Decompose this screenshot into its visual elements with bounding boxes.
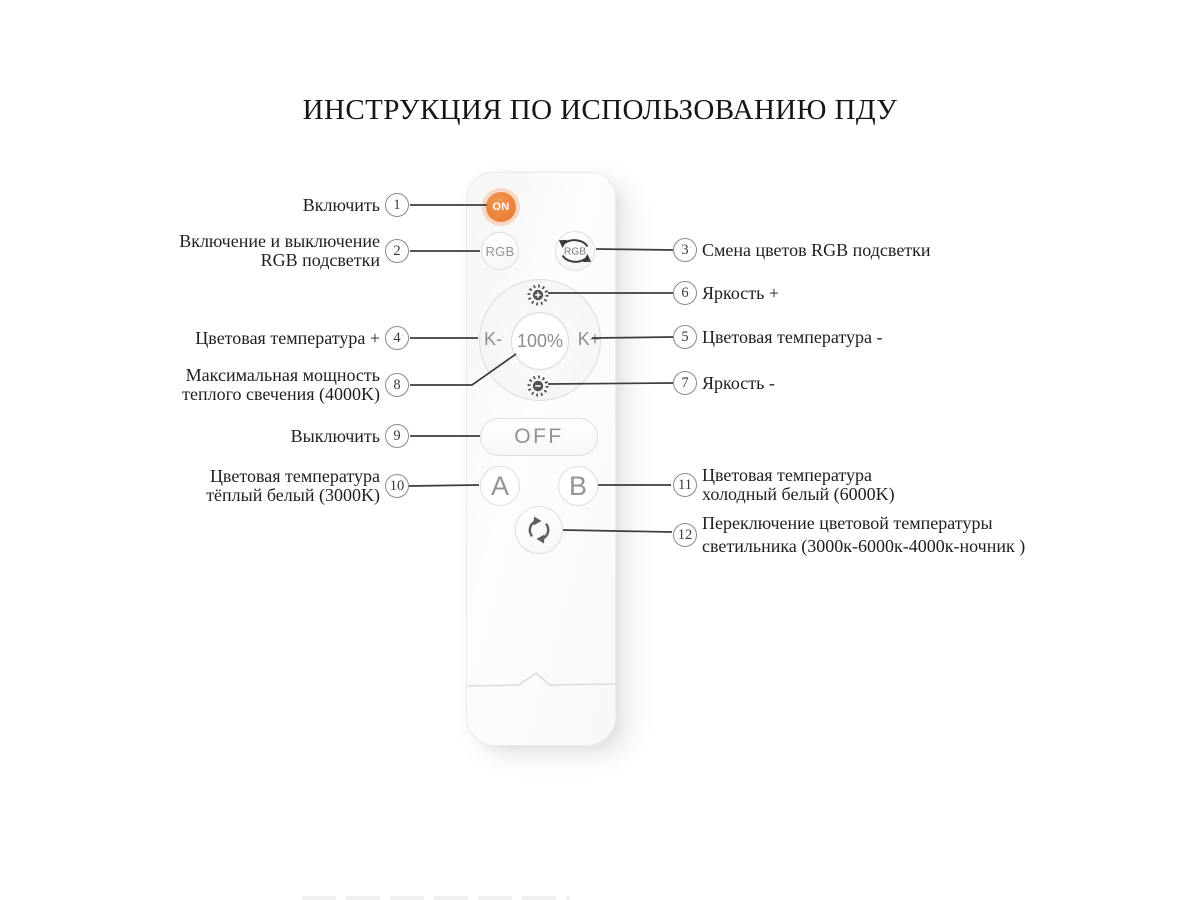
callout-number: 11 [673, 473, 697, 497]
k-plus-label: K+ [577, 329, 601, 349]
on-button: ON [486, 192, 516, 222]
callout-cold-white-6000k [673, 466, 895, 504]
callout-brightness-plus [673, 281, 779, 305]
callout-label: Яркость - [702, 372, 775, 393]
callout-number: 7 [673, 371, 697, 395]
callout-label: Максимальная мощность теплого свечения (4000K) [182, 365, 380, 404]
callout-label: Включить [302, 194, 380, 215]
callout-label: Переключение цветовой температуры светильника (3000к-6000к-4000к-ночник ) [702, 513, 1026, 556]
rgb-cycle-label: RGB [563, 246, 587, 258]
callout-warm-white-3000k [206, 467, 409, 505]
battery-cover-line [467, 173, 615, 745]
power-percent-label: 100% [511, 312, 569, 370]
callout-label: Включение и выключение RGB подсветки [179, 231, 380, 270]
callout-number: 9 [385, 424, 409, 448]
rgb-toggle-button: RGB [481, 232, 519, 270]
page-title: ИНСТРУКЦИЯ ПО ИСПОЛЬЗОВАНИЮ ПДУ [302, 94, 898, 126]
k-minus-label: K- [484, 329, 502, 349]
callout-rgb-color-change [673, 238, 931, 262]
page-edge-artifact [302, 896, 570, 900]
callout-max-power-4000k [182, 366, 409, 404]
callout-label: Смена цветов RGB подсветки [702, 239, 931, 260]
callout-power-on [303, 193, 409, 217]
callout-number: 10 [385, 474, 409, 498]
a-button: A [480, 466, 520, 506]
callout-number: 3 [673, 238, 697, 262]
callout-label: Цветовая температура тёплый белый (3000K) [206, 466, 380, 505]
callout-number: 6 [673, 281, 697, 305]
callout-label: Цветовая температура + [195, 327, 380, 348]
callout-label: Выключить [290, 425, 380, 446]
callout-color-temp-minus [673, 325, 883, 349]
callout-brightness-minus [673, 371, 775, 395]
callout-rgb-toggle [179, 232, 409, 270]
remote-control-body [466, 172, 616, 746]
callout-number: 4 [385, 326, 409, 350]
callout-power-off [291, 424, 409, 448]
callout-number: 8 [385, 373, 409, 397]
callout-temp-cycle [673, 512, 1025, 558]
callout-label: Цветовая температура холодный белый (6000K) [702, 465, 895, 504]
callout-number: 12 [673, 523, 697, 547]
callout-label: Цветовая температура - [702, 326, 883, 347]
callout-number: 1 [385, 193, 409, 217]
callout-color-temp-plus [195, 326, 409, 350]
b-button: B [558, 466, 598, 506]
callout-number: 2 [385, 239, 409, 263]
callout-number: 5 [673, 325, 697, 349]
callout-label: Яркость + [702, 282, 780, 303]
off-button: OFF [480, 418, 598, 456]
